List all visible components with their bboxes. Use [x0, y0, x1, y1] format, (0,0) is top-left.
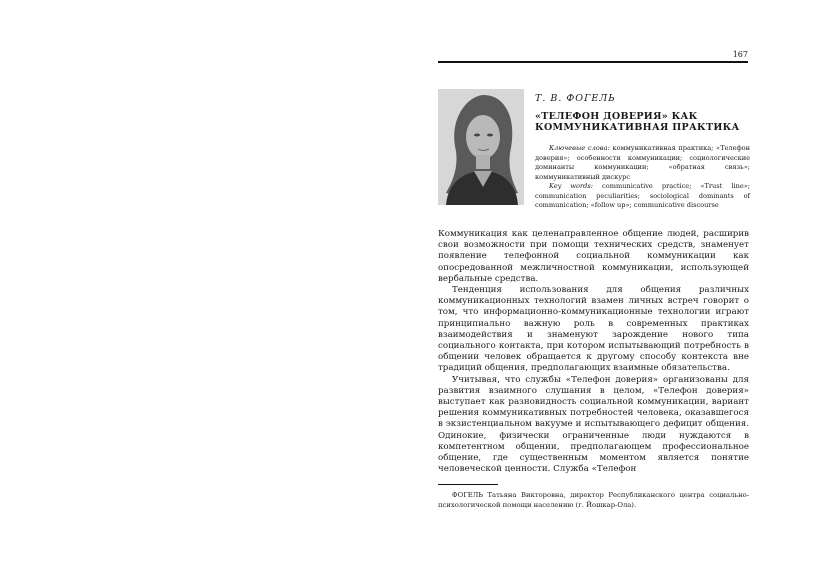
page-number: 167 — [732, 50, 748, 59]
article-title: «ТЕЛЕФОН ДОВЕРИЯ» КАК КОММУНИКАТИВНАЯ ПРАКТИКА — [535, 111, 740, 133]
keywords-ru-label: Ключевые слова: — [549, 144, 610, 152]
author-photo — [438, 89, 524, 205]
keywords-block — [535, 144, 750, 211]
header-rule — [438, 61, 748, 63]
body-paragraph: Тенденция использования для общения различных коммуникационных технологий взамен личных встреч говорит о том, что информационно-коммуникационные технологии играют принципиально важную роль в современных практиках взаимодействия и знаменуют зарождение нового типа социального контакта, при котором испытывающий потребность в общении человек обращается к другому способу контекста вне традиций общения, предполагающих взаимные обязательства. — [438, 285, 749, 374]
article-author: Т. В. ФОГЕЛЬ — [535, 93, 616, 104]
article-body — [438, 229, 749, 475]
body-paragraph: Коммуникация как целенаправленное общение людей, расширив свои возможности при помощи технических средств, знаменует появление телефонной социальной коммуникации как опосредованной межличностной коммуникации, использующей вербальные средства. — [438, 229, 749, 284]
footnote-text: ФОГЕЛЬ Татьяна Викторовна, директор Республиканского центра социально-психологической помощи населению (г. Йошкар-Ола). — [438, 491, 749, 509]
footnote — [438, 490, 749, 510]
keywords-en — [535, 182, 750, 211]
footnote-rule — [438, 484, 498, 485]
author-portrait-icon — [438, 89, 524, 205]
body-paragraph: Учитывая, что службы «Телефон доверия» организованы для развития взаимного слушания в целом, «Телефон доверия» выступает как разновидность социальной коммуникации, вариант решения коммуникативных потребностей человека, оказавшегося в экзистенциальном вакууме и испытывающего дефицит общения. Одинокие, физически ограниченные люди нуждаются в компетентном общении, предполагающем профессиональное общение, где существенным моментом является понятие человеческой ценности. Служба «Телефон — [438, 374, 749, 475]
keywords-en-text: communicative practice; «Trust line»; communication peculiarities; sociological dominants of communication; «follow up»; communicative discourse — [535, 182, 750, 209]
keywords-ru — [535, 144, 750, 182]
keywords-ru-text: коммуникативная практика; «Телефон доверия»; особенности коммуникации; социологические доминанты коммуникации; «обратная связь»; коммуникативный дискурс — [535, 144, 750, 181]
keywords-en-label: Key words: — [549, 182, 594, 190]
